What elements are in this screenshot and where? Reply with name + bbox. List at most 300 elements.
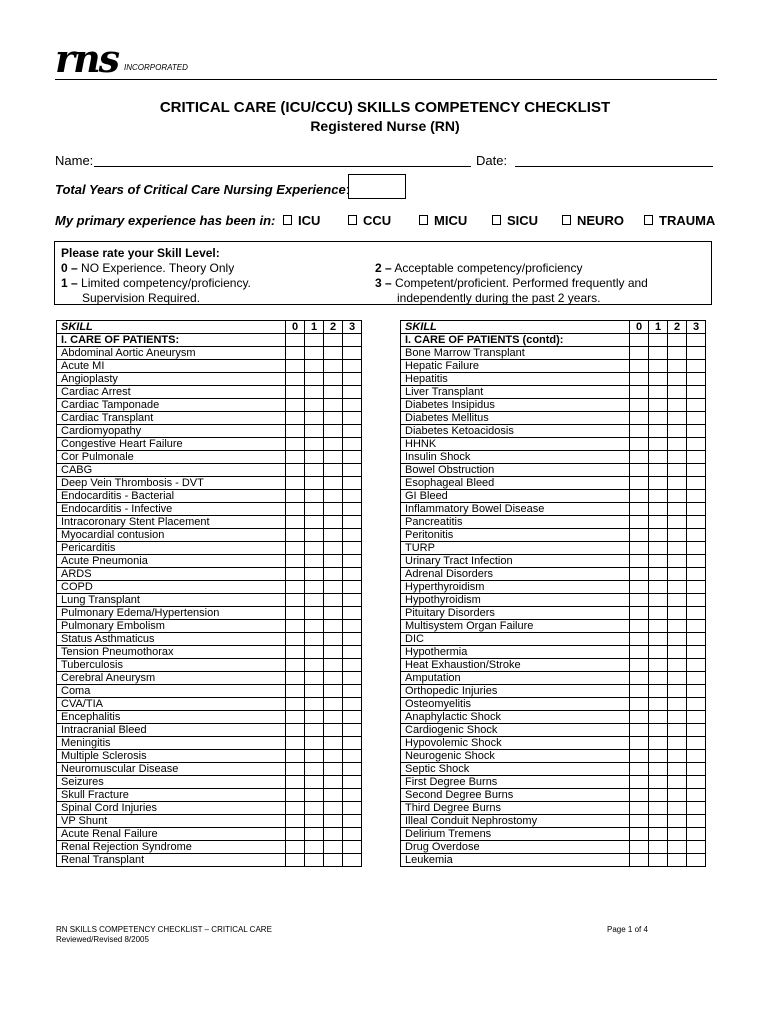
rating-cell-2[interactable] <box>668 620 687 633</box>
rating-cell-2[interactable] <box>668 724 687 737</box>
rating-cell-3[interactable] <box>343 581 362 594</box>
rating-cell-3[interactable] <box>687 737 706 750</box>
rating-cell-3[interactable] <box>343 789 362 802</box>
rating-cell-0[interactable] <box>286 620 305 633</box>
rating-cell-0[interactable] <box>286 516 305 529</box>
rating-cell-3[interactable] <box>687 620 706 633</box>
rating-cell-3[interactable] <box>343 841 362 854</box>
rating-cell-0[interactable] <box>286 360 305 373</box>
rating-cell-2[interactable] <box>324 464 343 477</box>
rating-cell-1[interactable] <box>649 737 668 750</box>
rating-cell-2[interactable] <box>668 763 687 776</box>
rating-cell-2[interactable] <box>324 568 343 581</box>
rating-cell-3[interactable] <box>343 373 362 386</box>
rating-cell-0[interactable] <box>286 646 305 659</box>
rating-cell-2[interactable] <box>324 802 343 815</box>
rating-cell-0[interactable] <box>630 581 649 594</box>
rating-cell-1[interactable] <box>305 542 324 555</box>
rating-cell-1[interactable] <box>649 399 668 412</box>
rating-cell-1[interactable] <box>649 516 668 529</box>
rating-cell-3[interactable] <box>687 568 706 581</box>
rating-cell-0[interactable] <box>286 815 305 828</box>
rating-cell-3[interactable] <box>343 399 362 412</box>
rating-cell-1[interactable] <box>305 646 324 659</box>
rating-cell-1[interactable] <box>305 464 324 477</box>
rating-cell-1[interactable] <box>305 620 324 633</box>
rating-cell-3[interactable] <box>687 438 706 451</box>
rating-cell-2[interactable] <box>324 724 343 737</box>
rating-cell-0[interactable] <box>630 646 649 659</box>
rating-cell-1[interactable] <box>305 607 324 620</box>
rating-cell-3[interactable] <box>343 347 362 360</box>
option-trauma[interactable]: TRAUMA <box>644 213 715 228</box>
rating-cell-1[interactable] <box>305 802 324 815</box>
rating-cell-1[interactable] <box>649 594 668 607</box>
rating-cell-3[interactable] <box>343 724 362 737</box>
rating-cell-0[interactable] <box>630 828 649 841</box>
rating-cell-3[interactable] <box>687 360 706 373</box>
rating-cell-1[interactable] <box>305 360 324 373</box>
rating-cell-1[interactable] <box>305 659 324 672</box>
rating-cell-2[interactable] <box>668 464 687 477</box>
rating-cell-0[interactable] <box>630 698 649 711</box>
rating-cell-2[interactable] <box>668 802 687 815</box>
rating-cell-3[interactable] <box>687 581 706 594</box>
rating-cell-0[interactable] <box>286 503 305 516</box>
rating-cell-2[interactable] <box>324 646 343 659</box>
rating-cell-2[interactable] <box>668 438 687 451</box>
rating-cell-1[interactable] <box>305 763 324 776</box>
rating-cell-0[interactable] <box>286 750 305 763</box>
rating-cell-3[interactable] <box>687 503 706 516</box>
rating-cell-3[interactable] <box>343 672 362 685</box>
rating-cell-3[interactable] <box>343 763 362 776</box>
rating-cell-1[interactable] <box>305 568 324 581</box>
rating-cell-1[interactable] <box>649 750 668 763</box>
rating-cell-2[interactable] <box>324 399 343 412</box>
name-field[interactable] <box>94 153 471 167</box>
rating-cell-2[interactable] <box>324 529 343 542</box>
rating-cell-0[interactable] <box>286 607 305 620</box>
rating-cell-3[interactable] <box>687 529 706 542</box>
rating-cell-1[interactable] <box>649 789 668 802</box>
rating-cell-0[interactable] <box>630 607 649 620</box>
rating-cell-1[interactable] <box>305 425 324 438</box>
rating-cell-0[interactable] <box>286 490 305 503</box>
rating-cell-3[interactable] <box>687 828 706 841</box>
rating-cell-1[interactable] <box>305 828 324 841</box>
rating-cell-3[interactable] <box>343 685 362 698</box>
rating-cell-2[interactable] <box>668 555 687 568</box>
rating-cell-3[interactable] <box>687 776 706 789</box>
rating-cell-1[interactable] <box>305 685 324 698</box>
rating-cell-2[interactable] <box>324 659 343 672</box>
rating-cell-1[interactable] <box>305 789 324 802</box>
option-micu[interactable]: MICU <box>419 213 467 228</box>
rating-cell-2[interactable] <box>324 347 343 360</box>
rating-cell-1[interactable] <box>649 529 668 542</box>
rating-cell-1[interactable] <box>649 854 668 867</box>
rating-cell-3[interactable] <box>687 711 706 724</box>
rating-cell-3[interactable] <box>687 399 706 412</box>
rating-cell-3[interactable] <box>687 412 706 425</box>
rating-cell-3[interactable] <box>687 802 706 815</box>
rating-cell-1[interactable] <box>305 490 324 503</box>
rating-cell-2[interactable] <box>668 399 687 412</box>
rating-cell-0[interactable] <box>630 633 649 646</box>
rating-cell-3[interactable] <box>343 425 362 438</box>
rating-cell-2[interactable] <box>668 542 687 555</box>
rating-cell-1[interactable] <box>649 763 668 776</box>
rating-cell-2[interactable] <box>324 776 343 789</box>
rating-cell-0[interactable] <box>630 516 649 529</box>
rating-cell-3[interactable] <box>343 464 362 477</box>
rating-cell-0[interactable] <box>630 815 649 828</box>
rating-cell-3[interactable] <box>343 451 362 464</box>
rating-cell-0[interactable] <box>630 438 649 451</box>
rating-cell-2[interactable] <box>668 750 687 763</box>
rating-cell-1[interactable] <box>649 672 668 685</box>
option-icu[interactable]: ICU <box>283 213 320 228</box>
rating-cell-0[interactable] <box>630 451 649 464</box>
rating-cell-0[interactable] <box>286 412 305 425</box>
rating-cell-3[interactable] <box>687 815 706 828</box>
rating-cell-1[interactable] <box>305 711 324 724</box>
rating-cell-2[interactable] <box>668 568 687 581</box>
rating-cell-2[interactable] <box>668 386 687 399</box>
rating-cell-3[interactable] <box>343 516 362 529</box>
rating-cell-1[interactable] <box>305 815 324 828</box>
rating-cell-2[interactable] <box>668 347 687 360</box>
option-neuro[interactable]: NEURO <box>562 213 624 228</box>
rating-cell-2[interactable] <box>324 477 343 490</box>
rating-cell-2[interactable] <box>668 685 687 698</box>
rating-cell-0[interactable] <box>630 555 649 568</box>
rating-cell-0[interactable] <box>286 568 305 581</box>
rating-cell-0[interactable] <box>630 763 649 776</box>
rating-cell-3[interactable] <box>343 633 362 646</box>
rating-cell-0[interactable] <box>286 711 305 724</box>
rating-cell-1[interactable] <box>649 828 668 841</box>
rating-cell-3[interactable] <box>343 568 362 581</box>
rating-cell-2[interactable] <box>668 373 687 386</box>
rating-cell-3[interactable] <box>343 386 362 399</box>
rating-cell-0[interactable] <box>286 386 305 399</box>
rating-cell-2[interactable] <box>324 841 343 854</box>
rating-cell-1[interactable] <box>649 724 668 737</box>
rating-cell-2[interactable] <box>668 776 687 789</box>
rating-cell-1[interactable] <box>305 516 324 529</box>
rating-cell-1[interactable] <box>305 451 324 464</box>
rating-cell-3[interactable] <box>343 503 362 516</box>
rating-cell-1[interactable] <box>649 542 668 555</box>
rating-cell-2[interactable] <box>324 633 343 646</box>
rating-cell-3[interactable] <box>343 412 362 425</box>
rating-cell-2[interactable] <box>324 555 343 568</box>
rating-cell-0[interactable] <box>630 399 649 412</box>
rating-cell-0[interactable] <box>286 438 305 451</box>
rating-cell-0[interactable] <box>286 555 305 568</box>
rating-cell-1[interactable] <box>649 646 668 659</box>
rating-cell-3[interactable] <box>687 724 706 737</box>
rating-cell-3[interactable] <box>687 425 706 438</box>
rating-cell-0[interactable] <box>286 841 305 854</box>
rating-cell-2[interactable] <box>668 516 687 529</box>
rating-cell-1[interactable] <box>649 373 668 386</box>
rating-cell-2[interactable] <box>324 594 343 607</box>
rating-cell-1[interactable] <box>305 672 324 685</box>
rating-cell-0[interactable] <box>630 854 649 867</box>
rating-cell-1[interactable] <box>305 412 324 425</box>
rating-cell-1[interactable] <box>649 802 668 815</box>
rating-cell-2[interactable] <box>324 815 343 828</box>
rating-cell-1[interactable] <box>649 451 668 464</box>
rating-cell-3[interactable] <box>687 516 706 529</box>
rating-cell-2[interactable] <box>668 412 687 425</box>
rating-cell-0[interactable] <box>630 503 649 516</box>
rating-cell-0[interactable] <box>630 750 649 763</box>
rating-cell-2[interactable] <box>668 633 687 646</box>
rating-cell-0[interactable] <box>286 399 305 412</box>
rating-cell-2[interactable] <box>324 711 343 724</box>
rating-cell-2[interactable] <box>668 854 687 867</box>
rating-cell-2[interactable] <box>668 581 687 594</box>
rating-cell-0[interactable] <box>286 724 305 737</box>
rating-cell-0[interactable] <box>630 425 649 438</box>
rating-cell-0[interactable] <box>286 594 305 607</box>
rating-cell-1[interactable] <box>305 438 324 451</box>
rating-cell-3[interactable] <box>687 789 706 802</box>
rating-cell-3[interactable] <box>343 646 362 659</box>
rating-cell-3[interactable] <box>687 841 706 854</box>
rating-cell-1[interactable] <box>649 360 668 373</box>
rating-cell-0[interactable] <box>286 659 305 672</box>
rating-cell-1[interactable] <box>649 438 668 451</box>
rating-cell-2[interactable] <box>324 828 343 841</box>
rating-cell-0[interactable] <box>286 477 305 490</box>
option-ccu[interactable]: CCU <box>348 213 391 228</box>
rating-cell-3[interactable] <box>343 659 362 672</box>
rating-cell-0[interactable] <box>286 828 305 841</box>
rating-cell-2[interactable] <box>668 841 687 854</box>
rating-cell-0[interactable] <box>630 659 649 672</box>
rating-cell-1[interactable] <box>305 724 324 737</box>
rating-cell-0[interactable] <box>630 620 649 633</box>
rating-cell-3[interactable] <box>687 763 706 776</box>
rating-cell-2[interactable] <box>324 750 343 763</box>
checkbox-icon[interactable] <box>492 215 501 225</box>
rating-cell-2[interactable] <box>668 711 687 724</box>
rating-cell-1[interactable] <box>649 477 668 490</box>
rating-cell-0[interactable] <box>286 581 305 594</box>
rating-cell-3[interactable] <box>343 594 362 607</box>
rating-cell-3[interactable] <box>343 737 362 750</box>
rating-cell-3[interactable] <box>687 451 706 464</box>
rating-cell-3[interactable] <box>687 490 706 503</box>
rating-cell-0[interactable] <box>286 464 305 477</box>
rating-cell-2[interactable] <box>324 581 343 594</box>
rating-cell-0[interactable] <box>630 373 649 386</box>
rating-cell-2[interactable] <box>324 386 343 399</box>
rating-cell-0[interactable] <box>286 789 305 802</box>
rating-cell-1[interactable] <box>649 776 668 789</box>
rating-cell-0[interactable] <box>630 386 649 399</box>
rating-cell-3[interactable] <box>687 464 706 477</box>
rating-cell-0[interactable] <box>286 425 305 438</box>
rating-cell-1[interactable] <box>305 854 324 867</box>
checkbox-icon[interactable] <box>562 215 571 225</box>
rating-cell-0[interactable] <box>286 763 305 776</box>
rating-cell-1[interactable] <box>305 477 324 490</box>
rating-cell-3[interactable] <box>343 620 362 633</box>
rating-cell-1[interactable] <box>305 776 324 789</box>
rating-cell-1[interactable] <box>649 841 668 854</box>
rating-cell-2[interactable] <box>668 828 687 841</box>
rating-cell-1[interactable] <box>305 373 324 386</box>
rating-cell-0[interactable] <box>630 841 649 854</box>
rating-cell-1[interactable] <box>649 815 668 828</box>
rating-cell-0[interactable] <box>286 698 305 711</box>
rating-cell-2[interactable] <box>324 412 343 425</box>
checkbox-icon[interactable] <box>283 215 292 225</box>
rating-cell-2[interactable] <box>324 503 343 516</box>
rating-cell-3[interactable] <box>343 828 362 841</box>
rating-cell-3[interactable] <box>343 542 362 555</box>
rating-cell-2[interactable] <box>324 737 343 750</box>
rating-cell-3[interactable] <box>343 776 362 789</box>
rating-cell-1[interactable] <box>649 711 668 724</box>
rating-cell-3[interactable] <box>343 490 362 503</box>
rating-cell-2[interactable] <box>668 698 687 711</box>
rating-cell-2[interactable] <box>324 685 343 698</box>
rating-cell-1[interactable] <box>649 490 668 503</box>
rating-cell-3[interactable] <box>343 815 362 828</box>
rating-cell-0[interactable] <box>630 464 649 477</box>
rating-cell-3[interactable] <box>343 360 362 373</box>
rating-cell-0[interactable] <box>630 711 649 724</box>
rating-cell-2[interactable] <box>668 646 687 659</box>
rating-cell-1[interactable] <box>649 633 668 646</box>
rating-cell-1[interactable] <box>649 412 668 425</box>
rating-cell-2[interactable] <box>324 620 343 633</box>
rating-cell-0[interactable] <box>286 802 305 815</box>
rating-cell-2[interactable] <box>324 360 343 373</box>
rating-cell-1[interactable] <box>649 607 668 620</box>
rating-cell-3[interactable] <box>343 529 362 542</box>
rating-cell-2[interactable] <box>668 360 687 373</box>
rating-cell-1[interactable] <box>305 503 324 516</box>
rating-cell-0[interactable] <box>630 594 649 607</box>
rating-cell-0[interactable] <box>630 542 649 555</box>
rating-cell-3[interactable] <box>687 607 706 620</box>
rating-cell-3[interactable] <box>343 698 362 711</box>
rating-cell-0[interactable] <box>630 490 649 503</box>
rating-cell-2[interactable] <box>324 516 343 529</box>
rating-cell-1[interactable] <box>649 685 668 698</box>
rating-cell-1[interactable] <box>305 581 324 594</box>
rating-cell-3[interactable] <box>687 672 706 685</box>
rating-cell-3[interactable] <box>343 802 362 815</box>
rating-cell-1[interactable] <box>649 555 668 568</box>
rating-cell-2[interactable] <box>668 529 687 542</box>
rating-cell-2[interactable] <box>324 542 343 555</box>
rating-cell-0[interactable] <box>630 360 649 373</box>
rating-cell-2[interactable] <box>668 451 687 464</box>
rating-cell-0[interactable] <box>286 737 305 750</box>
rating-cell-0[interactable] <box>630 802 649 815</box>
rating-cell-3[interactable] <box>687 685 706 698</box>
rating-cell-2[interactable] <box>324 438 343 451</box>
rating-cell-0[interactable] <box>286 685 305 698</box>
rating-cell-1[interactable] <box>305 529 324 542</box>
rating-cell-0[interactable] <box>630 672 649 685</box>
option-sicu[interactable]: SICU <box>492 213 538 228</box>
rating-cell-2[interactable] <box>668 737 687 750</box>
rating-cell-2[interactable] <box>668 490 687 503</box>
rating-cell-0[interactable] <box>286 347 305 360</box>
rating-cell-0[interactable] <box>630 568 649 581</box>
rating-cell-0[interactable] <box>286 529 305 542</box>
rating-cell-3[interactable] <box>687 347 706 360</box>
rating-cell-2[interactable] <box>668 659 687 672</box>
rating-cell-0[interactable] <box>630 477 649 490</box>
rating-cell-1[interactable] <box>649 698 668 711</box>
rating-cell-3[interactable] <box>687 542 706 555</box>
rating-cell-3[interactable] <box>343 750 362 763</box>
rating-cell-3[interactable] <box>343 711 362 724</box>
rating-cell-2[interactable] <box>324 698 343 711</box>
rating-cell-2[interactable] <box>324 607 343 620</box>
rating-cell-1[interactable] <box>305 698 324 711</box>
date-field[interactable] <box>515 153 713 167</box>
rating-cell-2[interactable] <box>324 789 343 802</box>
rating-cell-1[interactable] <box>305 841 324 854</box>
rating-cell-3[interactable] <box>687 854 706 867</box>
rating-cell-3[interactable] <box>687 555 706 568</box>
rating-cell-2[interactable] <box>324 672 343 685</box>
rating-cell-0[interactable] <box>286 776 305 789</box>
rating-cell-2[interactable] <box>324 854 343 867</box>
rating-cell-0[interactable] <box>630 737 649 750</box>
rating-cell-2[interactable] <box>668 425 687 438</box>
rating-cell-1[interactable] <box>649 581 668 594</box>
checkbox-icon[interactable] <box>644 215 653 225</box>
rating-cell-2[interactable] <box>668 594 687 607</box>
rating-cell-2[interactable] <box>668 789 687 802</box>
rating-cell-1[interactable] <box>305 386 324 399</box>
rating-cell-3[interactable] <box>343 477 362 490</box>
rating-cell-0[interactable] <box>630 724 649 737</box>
rating-cell-2[interactable] <box>324 373 343 386</box>
rating-cell-0[interactable] <box>630 685 649 698</box>
rating-cell-0[interactable] <box>630 529 649 542</box>
rating-cell-1[interactable] <box>649 659 668 672</box>
rating-cell-0[interactable] <box>630 789 649 802</box>
rating-cell-1[interactable] <box>305 347 324 360</box>
rating-cell-3[interactable] <box>687 750 706 763</box>
rating-cell-1[interactable] <box>305 399 324 412</box>
rating-cell-2[interactable] <box>324 425 343 438</box>
rating-cell-0[interactable] <box>286 373 305 386</box>
rating-cell-1[interactable] <box>305 737 324 750</box>
rating-cell-1[interactable] <box>305 555 324 568</box>
rating-cell-3[interactable] <box>687 373 706 386</box>
rating-cell-3[interactable] <box>343 854 362 867</box>
rating-cell-1[interactable] <box>649 503 668 516</box>
rating-cell-1[interactable] <box>305 594 324 607</box>
rating-cell-2[interactable] <box>668 477 687 490</box>
checkbox-icon[interactable] <box>419 215 428 225</box>
